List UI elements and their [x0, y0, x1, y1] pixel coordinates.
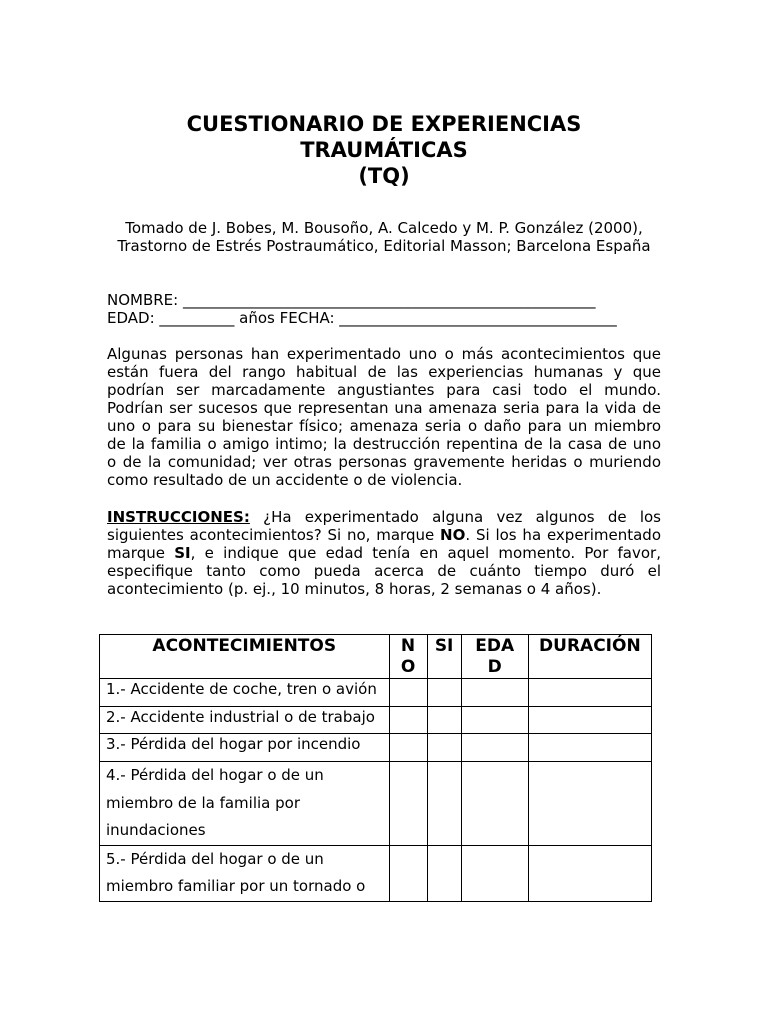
table-row	[100, 679, 652, 707]
duracion-cell[interactable]	[528, 679, 651, 707]
title-line-3: (TQ)	[358, 164, 410, 188]
edad-cell[interactable]	[461, 762, 528, 846]
instructions-text: . Si los ha experimentado	[465, 526, 662, 544]
intro-line: uno o para su bienestar físico; amenaza seria o daño para un miembro	[107, 417, 661, 435]
table-row	[100, 707, 652, 734]
instructions-text: marque	[107, 544, 175, 562]
edad-cell[interactable]	[461, 845, 528, 901]
header-no	[389, 635, 427, 679]
event-cell: 2.- Accidente industrial o de trabajo	[100, 707, 390, 734]
edad-cell[interactable]	[461, 734, 528, 762]
event-line: miembro familiar por un tornado o	[106, 877, 366, 895]
instructions-text: ¿Ha experimentado alguna vez algunos de los	[249, 508, 661, 526]
edad-fecha-field[interactable]: EDAD: __________ años FECHA: _____________________________________	[107, 309, 617, 327]
intro-line: podrían ser marcadamente angustiantes para casi todo el mundo.	[107, 381, 661, 399]
no-cell[interactable]	[389, 845, 427, 901]
instructions-line	[107, 508, 661, 526]
event-line: 4.- Pérdida del hogar o de un	[106, 766, 324, 784]
instructions-line	[107, 544, 661, 562]
table-row	[100, 762, 652, 846]
title-line-2: TRAUMÁTICAS	[300, 138, 468, 162]
edad-cell[interactable]	[461, 707, 528, 734]
table-header-row	[100, 635, 652, 679]
events-table	[99, 634, 652, 902]
si-cell[interactable]	[427, 734, 461, 762]
event-cell: 1.- Accidente de coche, tren o avión	[100, 679, 390, 707]
header-no-line-1: N	[400, 636, 416, 656]
instructions-line: acontecimiento (p. ej., 10 minutos, 8 horas, 2 semanas o 4 años).	[107, 580, 602, 598]
title-line-1: CUESTIONARIO DE EXPERIENCIAS	[186, 112, 582, 136]
instructions-text: siguientes acontecimientos? Si no, marque	[107, 526, 441, 544]
intro-line: o de la comunidad; ver otras personas gravemente heridas o muriendo	[107, 453, 661, 471]
si-cell[interactable]	[427, 679, 461, 707]
instructions-line: especifique tanto como pueda acerca de cuánto tiempo duró el	[107, 562, 661, 580]
si-emphasis: SI	[174, 544, 191, 562]
event-cell	[100, 762, 390, 846]
table-row	[100, 734, 652, 762]
source-line-2: Trastorno de Estrés Postraumático, Editorial Masson; Barcelona España	[117, 237, 651, 255]
source-line-1: Tomado de J. Bobes, M. Bousoño, A. Calcedo y M. P. González (2000),	[125, 219, 643, 237]
header-edad-line-2: D	[487, 657, 502, 677]
duracion-cell[interactable]	[528, 845, 651, 901]
document-title	[0, 111, 768, 189]
duracion-cell[interactable]	[528, 707, 651, 734]
no-cell[interactable]	[389, 762, 427, 846]
edad-cell[interactable]	[461, 679, 528, 707]
si-cell[interactable]	[427, 762, 461, 846]
header-edad	[461, 635, 528, 679]
header-si: SI	[427, 635, 461, 679]
header-acontecimientos: ACONTECIMIENTOS	[100, 635, 390, 679]
intro-line: están fuera del rango habitual de las experiencias humanas y que	[107, 363, 661, 381]
intro-line: de la familia o amigo intimo; la destrucción repentina de la casa de uno	[107, 435, 661, 453]
no-emphasis: NO	[440, 526, 466, 544]
event-line: miembro de la familia por	[106, 793, 300, 812]
event-line: inundaciones	[106, 821, 206, 839]
intro-line: Podrían ser sucesos que representan una amenaza seria para la vida de	[107, 399, 661, 417]
header-duracion: DURACIÓN	[528, 635, 651, 679]
header-no-line-2: O	[400, 657, 416, 677]
header-edad-line-1: EDA	[475, 636, 515, 656]
event-cell: 3.- Pérdida del hogar por incendio	[100, 734, 390, 762]
duracion-cell[interactable]	[528, 734, 651, 762]
instructions-text: , e indique que edad tenía en aquel momento. Por favor,	[190, 544, 661, 562]
no-cell[interactable]	[389, 679, 427, 707]
no-cell[interactable]	[389, 734, 427, 762]
instructions-paragraph	[107, 508, 661, 598]
instructions-heading: INSTRUCCIONES:	[107, 508, 250, 526]
event-cell	[100, 845, 390, 901]
intro-line: Algunas personas han experimentado uno o más acontecimientos que	[107, 345, 661, 363]
instructions-line	[107, 526, 661, 544]
si-cell[interactable]	[427, 845, 461, 901]
si-cell[interactable]	[427, 707, 461, 734]
no-cell[interactable]	[389, 707, 427, 734]
nombre-field[interactable]: NOMBRE: _______________________________________________________	[107, 291, 596, 309]
source-citation	[0, 219, 768, 255]
intro-line: como resultado de un accidente o de violencia.	[107, 471, 463, 489]
duracion-cell[interactable]	[528, 762, 651, 846]
event-line: 5.- Pérdida del hogar o de un	[106, 849, 324, 868]
table-row	[100, 845, 652, 901]
intro-paragraph	[107, 345, 661, 489]
